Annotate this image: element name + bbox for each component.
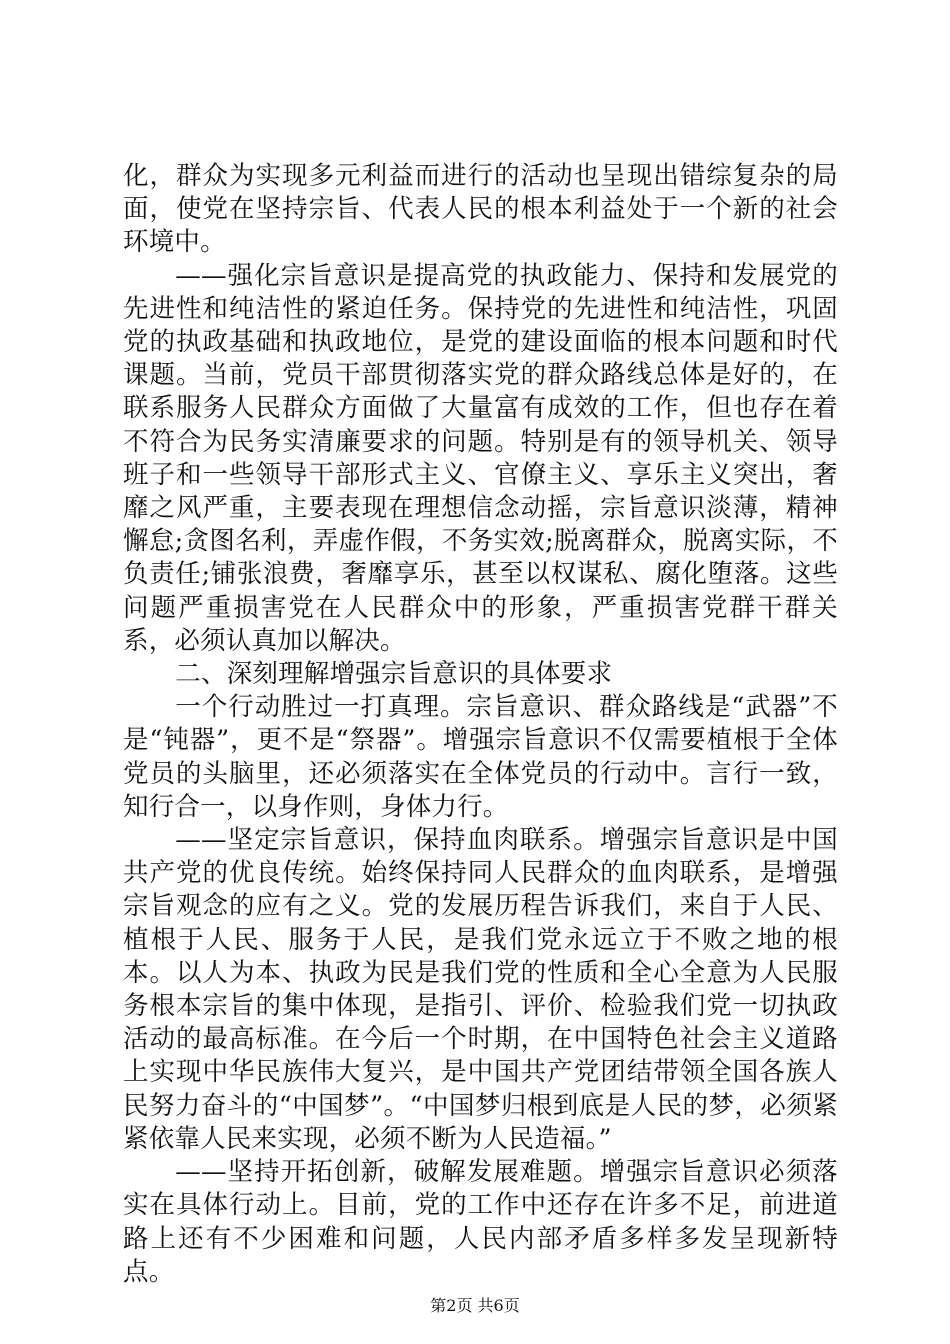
paragraph-action: 一个行动胜过一打真理。宗旨意识、群众路线是“武器”不是“钝器”，更不是“祭器”。增强宗旨意识不仅需要植根于全体党员的头脑里，还必须落实在全体党员的行动中。言行一致，知行合一，以身作则，身体力行。 [123, 692, 838, 822]
paragraph-strengthen-purpose: ——强化宗旨意识是提高党的执政能力、保持和发展党的先进性和纯洁性的紧迫任务。保持党的先进性和纯洁性，巩固党的执政基础和执政地位，是党的建设面临的根本问题和时代课题。当前，党员干部贯彻落实党的群众路线总体是好的，在联系服务人民群众方面做了大量富有成效的工作，但也存在着不符合为民务实清廉要求的问题。特别是有的领导机关、领导班子和一些领导干部形式主义、官僚主义、享乐主义突出，奢靡之风严重，主要表现在理想信念动摇，宗旨意识淡薄，精神懈怠;贪图名利，弄虚作假，不务实效;脱离群众，脱离实际，不负责任;铺张浪费，奢靡享乐，甚至以权谋私、腐化堕落。这些问题严重损害党在人民群众中的形象，严重损害党群干群关系，必须认真加以解决。 [123, 260, 838, 656]
page-footer: 第2页 共6页 [430, 1296, 520, 1315]
paragraph-innovation: ——坚持开拓创新，破解发展难题。增强宗旨意识必须落实在具体行动上。目前，党的工作中还存在许多不足，前进道路上还有不少困难和问题，人民内部矛盾多样多发呈现新特点。 [123, 1157, 838, 1287]
paragraph-firm-purpose: ——坚定宗旨意识，保持血肉联系。增强宗旨意识是中国共产党的优良传统。始终保持同人民群众的血肉联系，是增强宗旨观念的应有之义。党的发展历程告诉我们，来自于人民、植根于人民、服务于人民，是我们党永远立于不败之地的根本。以人为本、执政为民是我们党的性质和全心全意为人民服务根本宗旨的集中体现，是指引、评价、检验我们党一切执政活动的最高标准。在今后一个时期，在中国特色社会主义道路上实现中华民族伟大复兴，是中国共产党团结带领全国各族人民努力奋斗的“中国梦”。“中国梦归根到底是人民的梦，必须紧紧依靠人民来实现，必须不断为人民造福。” [123, 825, 838, 1154]
paragraph-continuation: 化，群众为实现多元利益而进行的活动也呈现出错综复杂的局面，使党在坚持宗旨、代表人民的根本利益处于一个新的社会环境中。 [123, 161, 838, 258]
document-body [123, 160, 838, 1289]
section-heading: 二、深刻理解增强宗旨意识的具体要求 [175, 659, 613, 690]
